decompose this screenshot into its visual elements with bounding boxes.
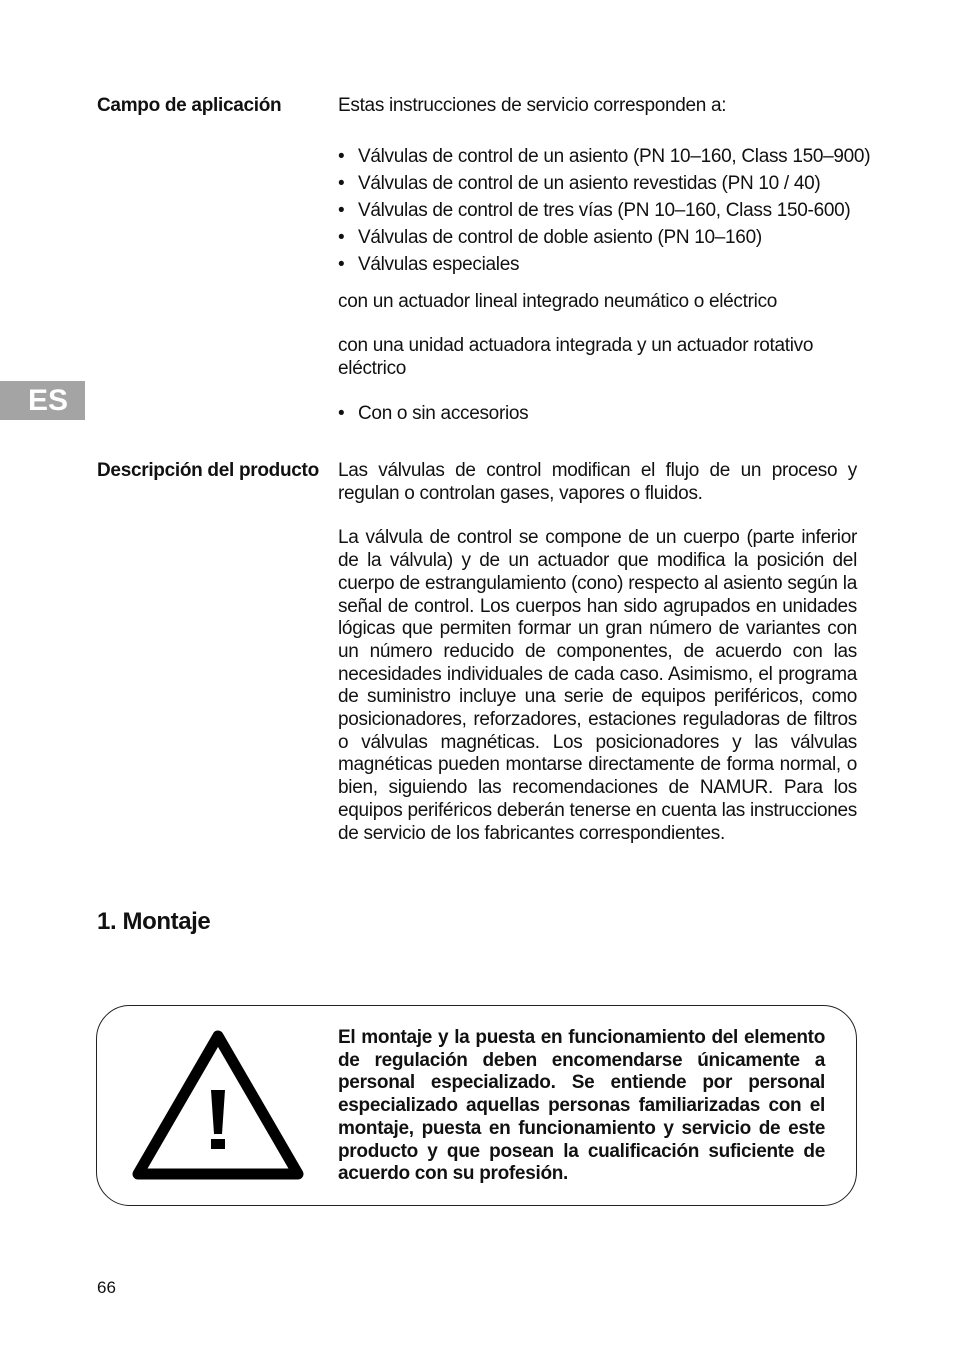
valve-type-list [338, 145, 871, 281]
product-description-body: La válvula de control se compone de un cuerpo (parte inferior de la válvula) y de un actuador que modifica la posición del cuerpo de estrangulamiento (cono) respecto al asiento según la señal de control. Los cuerpos han sido agrupados en unidades lógicas que permiten formar un gran número de variantes con un número reducido de componentes, de acuerdo con las necesidades individuales de cada caso. Asimismo, el programa de suministro incluye una serie de equipos periféricos, como posicionadores, reforzadores, estaciones reguladoras de filtros o válvulas magnéticas. Los posicionadores y las válvulas magnéticas pueden montarse directamente de forma normal, o bien, siguiendo las recomendaciones de NAMUR. Para los equipos periféricos deberán tenerse en cuenta las instrucciones de servicio de los fabricantes correspondientes. [338, 527, 857, 844]
accessories-list [338, 403, 857, 430]
warning-triangle-icon [132, 1028, 304, 1189]
warning-text: El montaje y la puesta en funcionamiento del elemento de regulación deben encomendarse únicamente a personal especializado. Se entiende por personal especializado aquellas personas familiarizadas con el montaje, puesta en funcionamiento y servicio de este producto y que posean la cualificación suficiente de acuerdo con su profesión. [338, 1027, 825, 1185]
list-item: • Con o sin accesorios [338, 403, 857, 430]
scope-label: Campo de aplicación [97, 95, 282, 116]
product-description-label: Descripción del producto [97, 460, 319, 481]
product-description-content [338, 460, 857, 845]
page-number: 66 [97, 1278, 116, 1297]
list-item: • Válvulas de control de tres vías (PN 10–160, Class 150-600) [338, 200, 857, 227]
list-item: • Válvulas de control de doble asiento (PN 10–160) [338, 227, 857, 254]
language-tab-label: ES [28, 383, 69, 417]
list-item: • Válvulas de control de un asiento revestidas (PN 10 / 40) [338, 173, 857, 200]
product-description-intro: Las válvulas de control modifican el flujo de un proceso y regulan o controlan gases, vapores o fluidos. [338, 460, 857, 504]
scope-content [338, 95, 871, 430]
language-tab [0, 381, 85, 420]
scope-intro: Estas instrucciones de servicio corresponden a: [338, 95, 727, 116]
list-item: • Válvulas especiales [338, 254, 857, 281]
section-heading: 1. Montaje [97, 908, 211, 935]
rotary-actuator-paragraph: con una unidad actuadora integrada y un actuador rotativo eléctrico [338, 335, 814, 380]
actuator-paragraph: con un actuador lineal integrado neumático o eléctrico [338, 290, 778, 312]
list-item: • Válvulas de control de un asiento (PN 10–160, Class 150–900) [338, 146, 857, 173]
